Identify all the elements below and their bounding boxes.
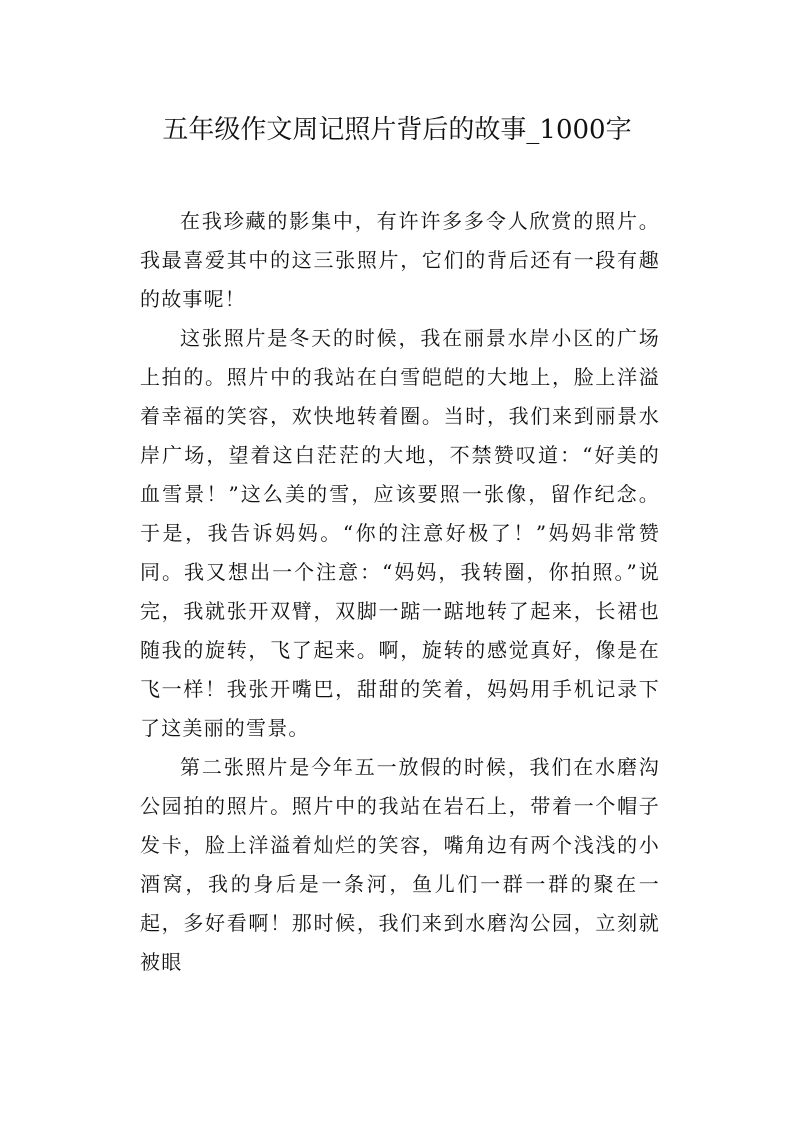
document-body	[140, 202, 660, 982]
paragraph-second-photo: 第二张照片是今年五一放假的时候，我们在水磨沟公园拍的照片。照片中的我站在岩石上，带着一个帽子发卡，脸上洋溢着灿烂的笑容，嘴角边有两个浅浅的小酒窝，我的身后是一条河，鱼儿们一群一群的聚在一起，多好看啊！那时候，我们来到水磨沟公园，立刻就被眼	[140, 755, 660, 974]
paragraph-intro: 在我珍藏的影集中，有许许多多令人欣赏的照片。我最喜爱其中的这三张照片，它们的背后还有一段有趣的故事呢！	[140, 209, 660, 311]
document-title: 五年级作文周记照片背后的故事_1000字	[162, 115, 632, 145]
paragraph-first-photo: 这张照片是冬天的时候，我在丽景水岸小区的广场上拍的。照片中的我站在白雪皑皑的大地上，脸上洋溢着幸福的笑容，欢快地转着圈。当时，我们来到丽景水岸广场，望着这白茫茫的大地，不禁赞叹道：“好美的血雪景！”这么美的雪，应该要照一张像，留作纪念。于是，我告诉妈妈。“你的注意好极了！”妈妈非常赞同。我又想出一个注意：“妈妈，我转圈，你拍照。”说完，我就张开双臂，双脚一踮一踮地转了起来，长裙也随我的旋转，飞了起来。啊，旋转的感觉真好，像是在飞一样！我张开嘴巴，甜甜的笑着，妈妈用手机记录下了这美丽的雪景。	[140, 326, 660, 740]
